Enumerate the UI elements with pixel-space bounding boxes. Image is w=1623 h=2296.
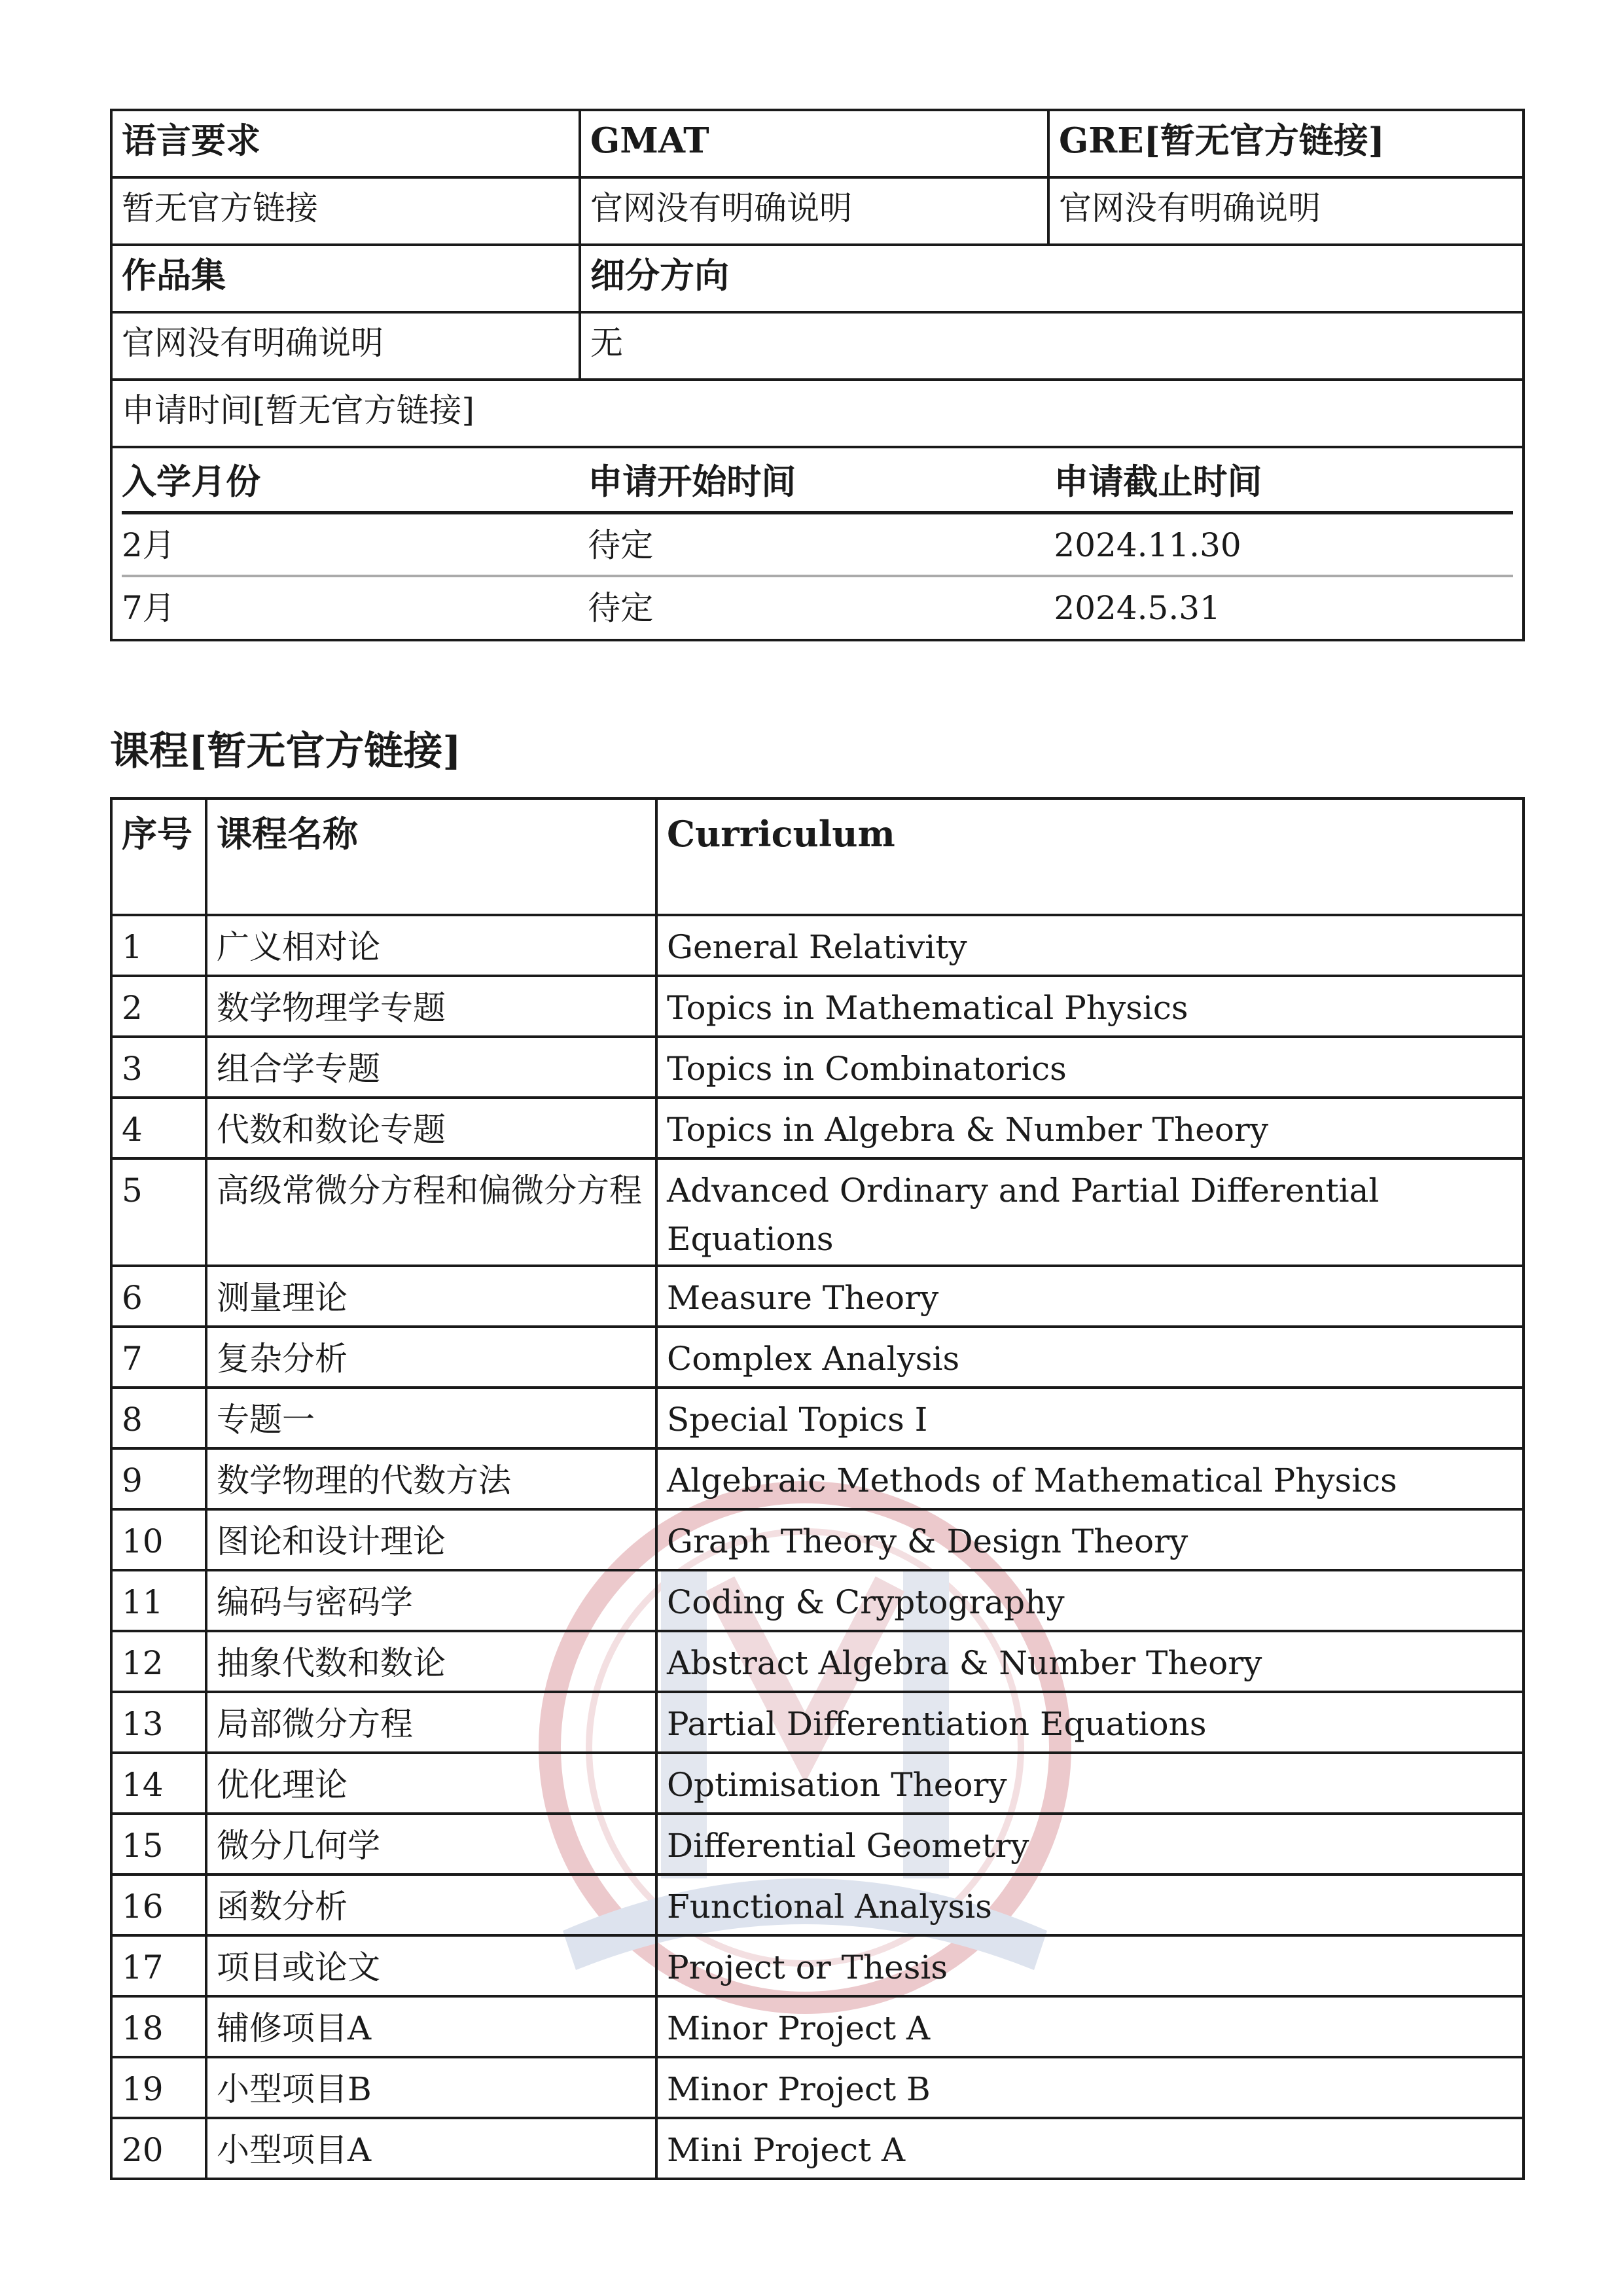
course-english: Topics in Mathematical Physics [656,976,1524,1037]
course-english: Measure Theory [656,1266,1524,1327]
course-table [110,797,1525,2180]
course-name: 代数和数论专题 [206,1098,656,1158]
course-english: Minor Project B [656,2057,1524,2118]
table-row [111,2057,1524,2118]
course-number: 10 [111,1509,206,1570]
course-name: 复杂分析 [206,1327,656,1388]
course-english: Topics in Algebra & Number Theory [656,1098,1524,1158]
course-name: 数学物理学专题 [206,976,656,1037]
course-number: 17 [111,1935,206,1996]
table-row [111,1570,1524,1631]
course-english: Topics in Combinatorics [656,1037,1524,1098]
table-row [111,1509,1524,1570]
direction-header: 细分方向 [580,245,1524,312]
table-row [111,2118,1524,2179]
course-number: 12 [111,1631,206,1692]
course-number: 16 [111,1874,206,1935]
language-requirement-header: 语言要求 [111,110,580,177]
table-row [111,1935,1524,1996]
direction-value: 无 [580,312,1524,380]
course-number: 2 [111,976,206,1037]
course-number: 20 [111,2118,206,2179]
course-number: 14 [111,1753,206,1814]
course-english: Algebraic Methods of Mathematical Physics [656,1448,1524,1509]
course-name: 图论和设计理论 [206,1509,656,1570]
course-english: Mini Project A [656,2118,1524,2179]
table-row [111,1874,1524,1935]
course-name: 抽象代数和数论 [206,1631,656,1692]
course-number: 18 [111,1996,206,2057]
course-name: 局部微分方程 [206,1692,656,1753]
course-english: Project or Thesis [656,1935,1524,1996]
application-start: 待定 [588,513,1054,577]
course-name: 微分几何学 [206,1814,656,1874]
course-name-header: 课程名称 [206,798,656,915]
curriculum-header: Curriculum [656,798,1524,915]
courses-section-title: 课程[暂无官方链接] [110,728,461,774]
table-row [111,1753,1524,1814]
course-english: Abstract Algebra & Number Theory [656,1631,1524,1692]
number-header: 序号 [111,798,206,915]
table-row [111,1266,1524,1327]
course-name: 优化理论 [206,1753,656,1814]
course-number: 1 [111,915,206,976]
course-name: 小型项目A [206,2118,656,2179]
course-name: 编码与密码学 [206,1570,656,1631]
intake-table [122,448,1513,632]
table-row [111,1327,1524,1388]
intake-month: 7月 [122,589,175,627]
table-row [111,976,1524,1037]
application-start-header: 申请开始时间 [588,448,1054,513]
course-number: 15 [111,1814,206,1874]
course-number: 9 [111,1448,206,1509]
table-row [111,1098,1524,1158]
course-english: Graph Theory & Design Theory [656,1509,1524,1570]
course-number: 6 [111,1266,206,1327]
table-row [111,1037,1524,1098]
intake-row [122,576,1513,632]
course-number: 19 [111,2057,206,2118]
course-number: 13 [111,1692,206,1753]
course-name: 项目或论文 [206,1935,656,1996]
gre-value: 官网没有明确说明 [1048,177,1524,245]
course-english: Advanced Ordinary and Partial Differential Equations [656,1158,1524,1266]
table-row [111,915,1524,976]
course-english: General Relativity [656,915,1524,976]
table-row [111,1692,1524,1753]
course-number: 8 [111,1388,206,1448]
course-english: Optimisation Theory [656,1753,1524,1814]
portfolio-value: 官网没有明确说明 [111,312,580,380]
course-number: 7 [111,1327,206,1388]
table-row [111,1814,1524,1874]
course-number: 3 [111,1037,206,1098]
course-name: 高级常微分方程和偏微分方程 [206,1158,656,1266]
course-english: Functional Analysis [656,1874,1524,1935]
course-english: Complex Analysis [656,1327,1524,1388]
course-english: Partial Differentiation Equations [656,1692,1524,1753]
table-row [111,1448,1524,1509]
portfolio-header: 作品集 [111,245,580,312]
gmat-header: GMAT [580,110,1048,177]
table-row [111,1388,1524,1448]
course-english: Coding & Cryptography [656,1570,1524,1631]
course-number: 11 [111,1570,206,1631]
course-english: Differential Geometry [656,1814,1524,1874]
intake-cell [111,447,1524,640]
requirements-table [110,109,1525,641]
table-row [111,1631,1524,1692]
intake-month-header: 入学月份 [122,448,588,513]
application-deadline-header: 申请截止时间 [1054,448,1513,513]
course-english: Special Topics I [656,1388,1524,1448]
course-english: Minor Project A [656,1996,1524,2057]
course-number: 4 [111,1098,206,1158]
gmat-value: 官网没有明确说明 [580,177,1048,245]
course-name: 辅修项目A [206,1996,656,2057]
language-requirement-value: 暂无官方链接 [111,177,580,245]
intake-row [122,513,1513,577]
course-name: 小型项目B [206,2057,656,2118]
application-deadline: 2024.11.30 [1054,513,1513,577]
course-name: 广义相对论 [206,915,656,976]
table-row [111,1996,1524,2057]
application-start: 待定 [588,589,654,627]
application-time-label: 申请时间[暂无官方链接] [111,380,1524,447]
course-name: 专题一 [206,1388,656,1448]
gre-header: GRE[暂无官方链接] [1048,110,1524,177]
course-name: 数学物理的代数方法 [206,1448,656,1509]
application-deadline: 2024.5.31 [1054,589,1221,627]
course-name: 函数分析 [206,1874,656,1935]
course-name: 组合学专题 [206,1037,656,1098]
course-name: 测量理论 [206,1266,656,1327]
intake-month: 2月 [122,513,588,577]
table-row [111,1158,1524,1266]
course-number: 5 [111,1158,206,1266]
